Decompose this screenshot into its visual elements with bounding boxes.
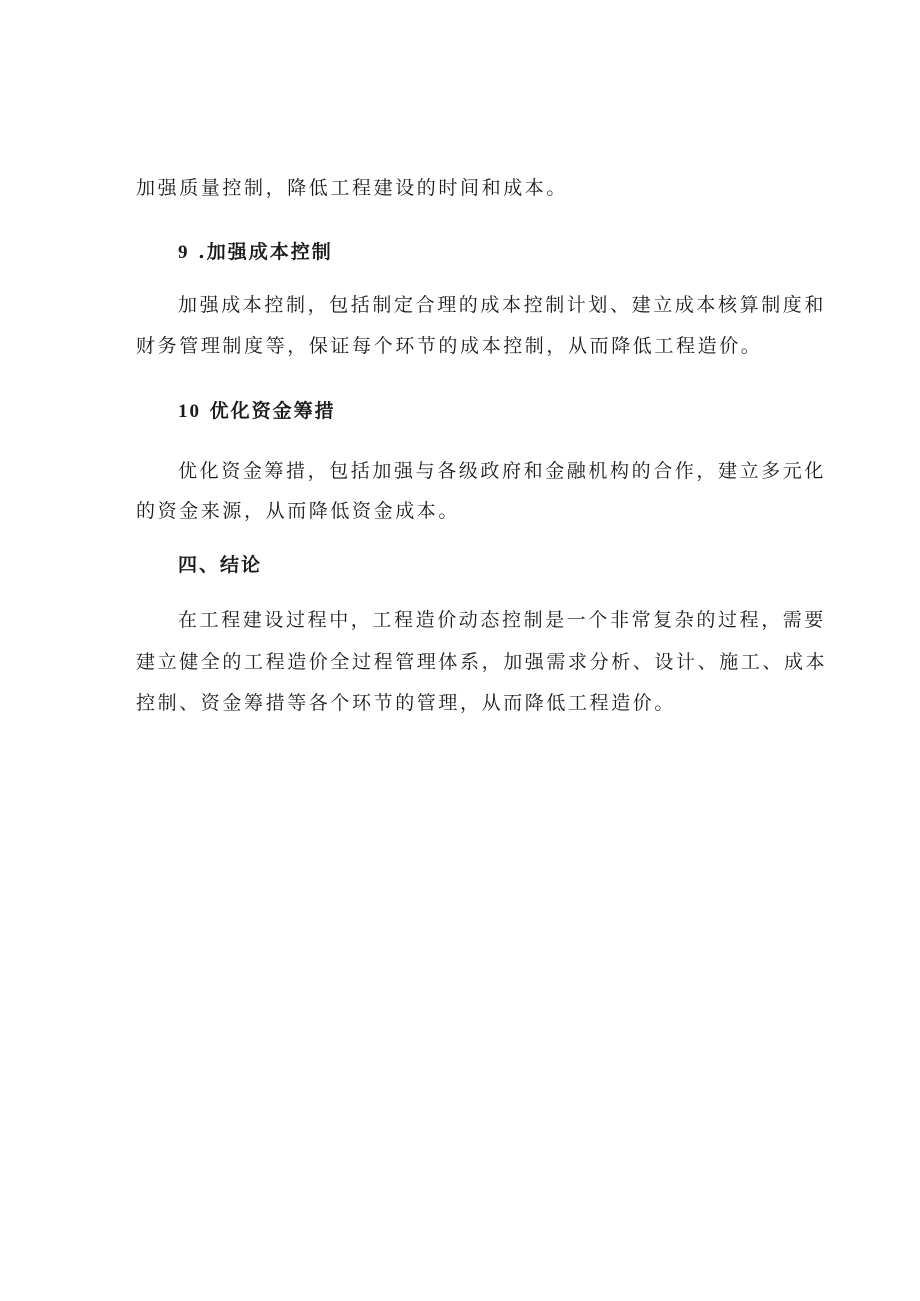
heading-number: 9 [178, 242, 190, 263]
heading-title: .加强成本控制 [198, 241, 333, 263]
paragraph-line: 加强成本控制，包括制定合理的成本控制计划、建立成本核算制度和 [178, 294, 827, 316]
paragraph-line: 加强质量控制，降低工程建设的时间和成本。 [136, 177, 569, 199]
paragraph-line: 在工程建设过程中，工程造价动态控制是一个非常复杂的过程，需要 [178, 609, 827, 631]
section-heading-10 [178, 399, 784, 424]
section-heading-conclusion: 四、结论 [178, 554, 263, 576]
heading-number: 10 [178, 401, 201, 422]
section-heading-9 [178, 240, 784, 265]
paragraph-line: 的资金来源，从而降低资金成本。 [136, 500, 461, 522]
heading-title: 优化资金筹措 [209, 400, 336, 422]
paragraph-line: 优化资金筹措，包括加强与各级政府和金融机构的合作，建立多元化 [178, 460, 827, 482]
paragraph-line: 控制、资金筹措等各个环节的管理，从而降低工程造价。 [136, 692, 677, 714]
paragraph-line: 财务管理制度等，保证每个环节的成本控制，从而降低工程造价。 [136, 335, 763, 357]
paragraph-line: 建立健全的工程造价全过程管理体系，加强需求分析、设计、施工、成本 [136, 651, 828, 673]
